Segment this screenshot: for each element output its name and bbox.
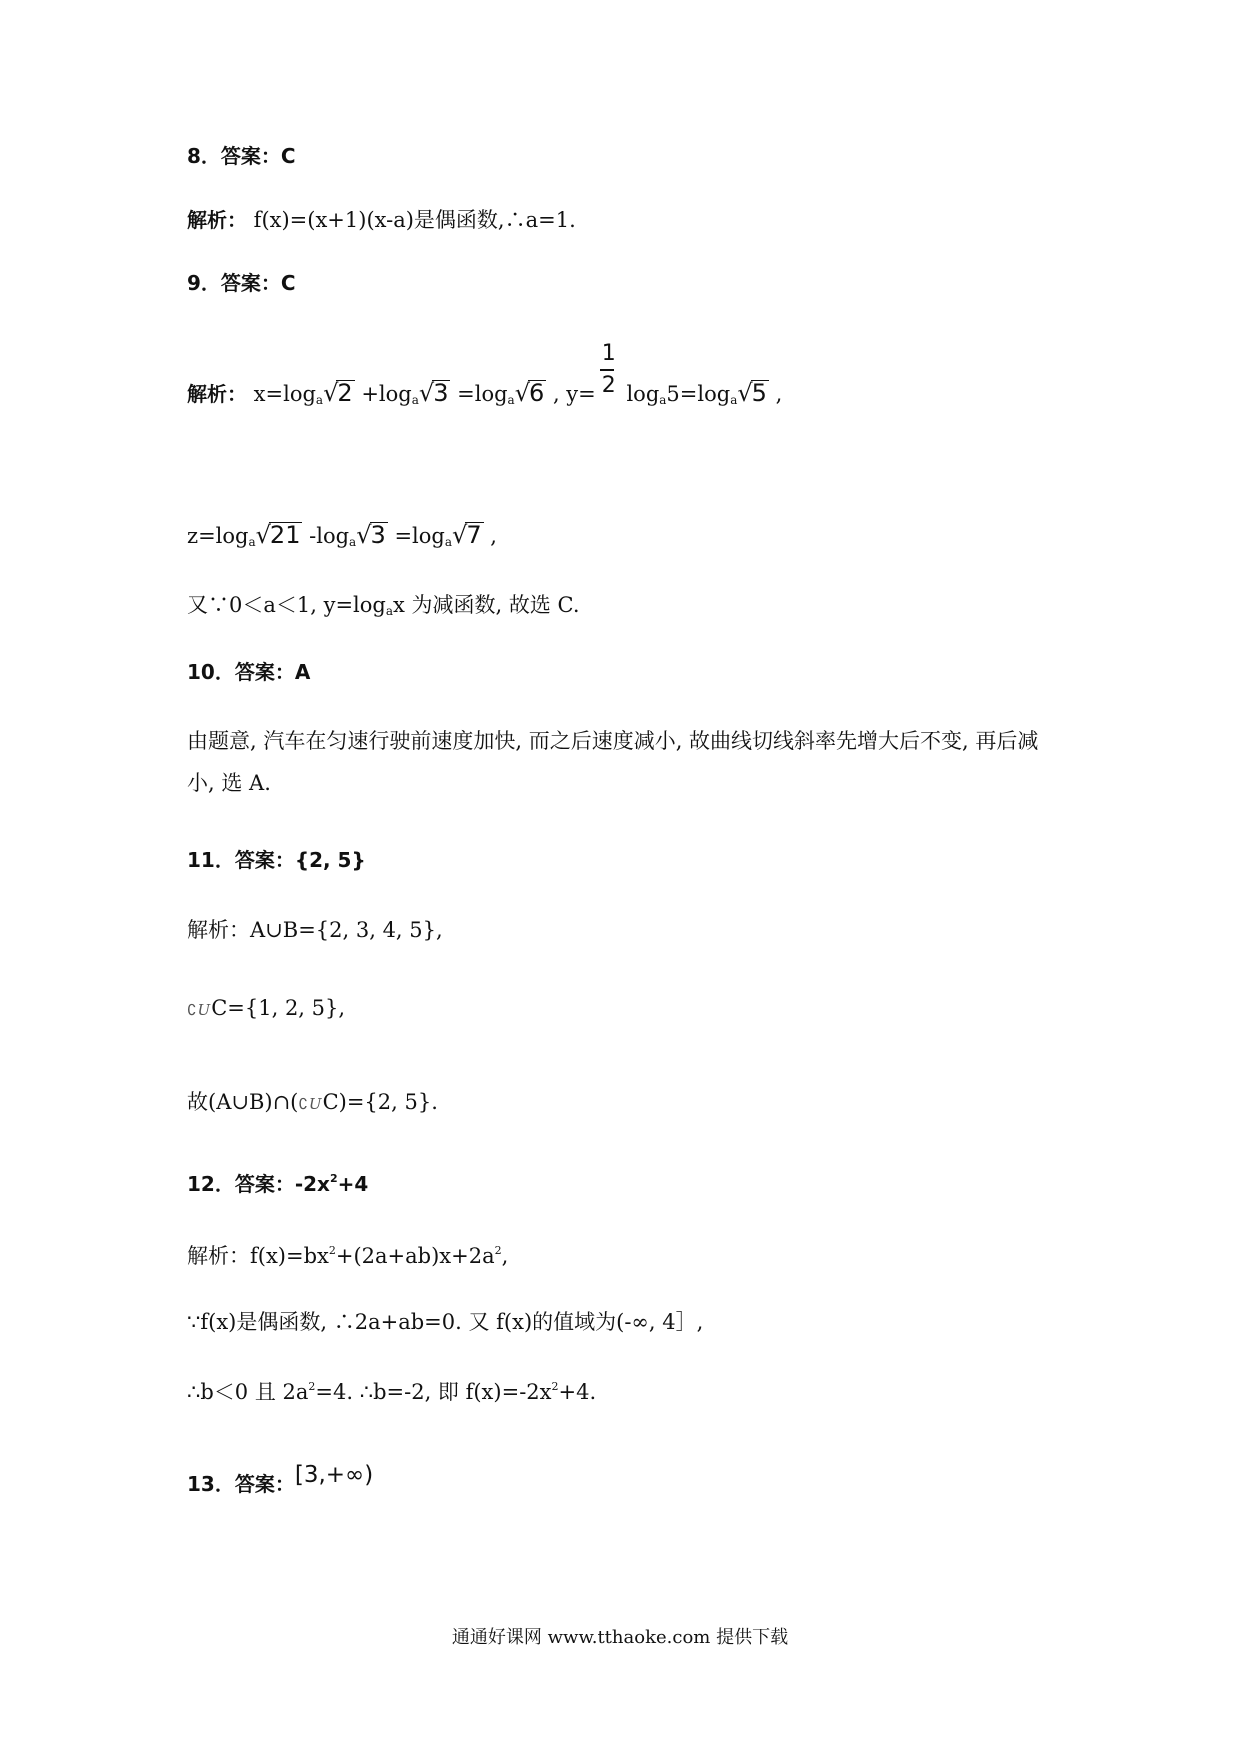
q9-sqrt-3: √3 <box>418 379 449 407</box>
q9-sqrt-6: √6 <box>514 379 545 407</box>
q10-heading: 10．答案：A <box>187 660 311 684</box>
q8-solution-label: 解析： <box>187 208 247 232</box>
q10-solution: 由题意, 汽车在匀速行驶前速度加快, 而之后速度减小, 故曲线切线斜率先增大后不变, 再后减小, 选 A. <box>187 729 1039 795</box>
complement-symbol: ∁U <box>298 1095 323 1113</box>
q9-solution-line3: 又∵0＜a＜1, $y=\log_ax$ 为减函数, 故选 C. <box>187 593 580 618</box>
q9-solution-label: 解析： <box>187 382 247 406</box>
q9-y-part: , y= <box>546 382 596 406</box>
q9-log: log <box>619 382 660 406</box>
q8-solution-text: f(x)=(x+1)(x-a)是偶函数,∴a=1. <box>247 208 576 232</box>
q9-sqrt-2: √2 <box>323 379 353 407</box>
q12-solution-line3: ∴b＜0 且 $2a^2=4$. ∴b=-2, 即 $f(x)=-2x^2+4$. <box>187 1380 597 1404</box>
q9-sqrt-7: √7 <box>452 521 482 549</box>
q11-heading: 11．答案：{2, 5} <box>187 848 366 872</box>
q12-heading: 12．答案：$-2x^2+4$ <box>187 1172 369 1196</box>
page-footer: 通通好课网 www.tthaoke.com 提供下载 <box>451 1627 789 1648</box>
q9-sqrt-3b: √3 <box>356 521 386 549</box>
q12-solution-line2: ∵f(x)是偶函数, ∴2a+ab=0. 又 f(x)的值域为(-∞, 4］, <box>187 1310 704 1334</box>
q13-answer: [3,+∞) <box>294 1462 374 1488</box>
q9-eq-log2: =log <box>387 524 445 548</box>
q9-z-log: z=log <box>187 524 249 548</box>
q11-solution-line2: ∁UC={1, 2, 5}, <box>187 996 346 1020</box>
q9-sub: a <box>315 393 324 407</box>
q9-plus-log: +log <box>354 382 412 406</box>
q9-sqrt-5: √5 <box>737 379 767 407</box>
q8-solution <box>187 210 576 231</box>
complement-symbol: ∁U <box>187 1001 212 1019</box>
q8-heading: 8．答案：C <box>187 144 296 168</box>
q9-x-log: x=log <box>247 382 316 406</box>
q9-solution-line1: 解析： $x=\log_a√2 +\log_a√3 =\log_a√6$ , y= $\frac{1}{2}$ $\log_a5=\log_a√5$ , <box>187 341 783 407</box>
q11-solution-line1: 解析：A∪B={2, 3, 4, 5}, <box>187 918 443 942</box>
q9-sqrt-21: √21 <box>255 521 301 549</box>
q13-heading: 13．答案：[3,+∞) <box>187 1462 374 1496</box>
q9-five-eq: 5=log <box>666 382 731 406</box>
q9-fraction-half: $\frac{1}{2}$ <box>601 341 616 398</box>
q9-eq-log: =log <box>450 382 508 406</box>
q9-minus-log: -log <box>302 524 350 548</box>
q12-solution-line1: 解析：$f(x)=bx^2+(2a+ab)x+2a^2$, <box>187 1244 509 1268</box>
q9-heading: 9．答案：C <box>187 271 296 295</box>
q9-solution-line2: $z=\log_a√21$ $-\log_a√3 =\log_a√7$ , <box>187 521 497 549</box>
q11-solution-line3: 故(A∪B)∩(∁UC)={2, 5}. <box>187 1090 438 1114</box>
